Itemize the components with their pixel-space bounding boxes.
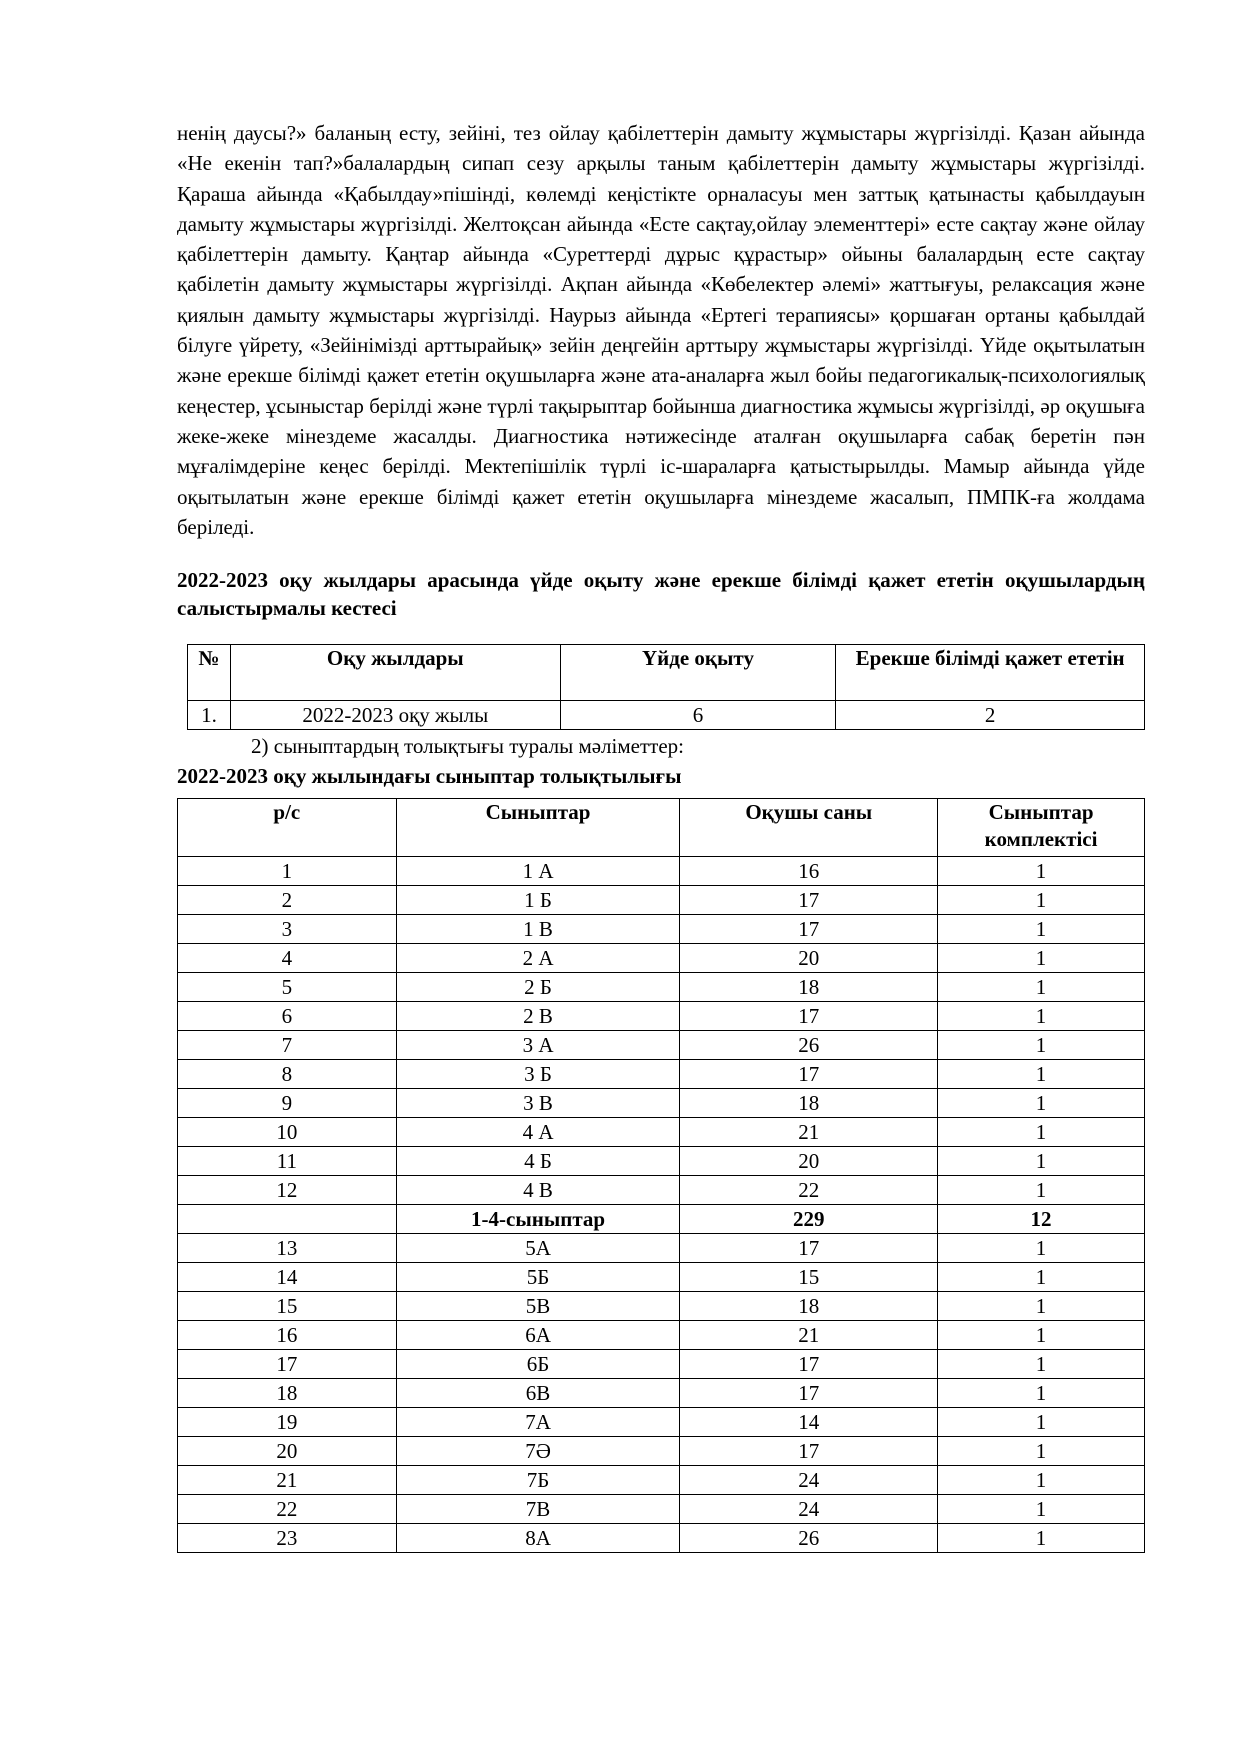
table-row xyxy=(178,1524,1145,1553)
table-cell: 1 xyxy=(938,944,1145,973)
classes-table xyxy=(177,798,1145,1553)
table-cell: 24 xyxy=(680,1495,938,1524)
table-row xyxy=(178,886,1145,915)
column-header: Ерекше білімді қажет ететін xyxy=(836,645,1145,701)
table-row xyxy=(188,701,1145,730)
table-cell: 1 xyxy=(938,973,1145,1002)
table-cell: 17 xyxy=(178,1350,397,1379)
table-cell: 1 xyxy=(938,1176,1145,1205)
table-cell: 3 В xyxy=(396,1089,680,1118)
table-cell: 13 xyxy=(178,1234,397,1263)
table-row xyxy=(178,1060,1145,1089)
table-cell: 1 xyxy=(938,1437,1145,1466)
table-cell: 1 xyxy=(938,1002,1145,1031)
table-cell: 7В xyxy=(396,1495,680,1524)
table-cell: 17 xyxy=(680,1060,938,1089)
table-cell: 1-4-сыныптар xyxy=(396,1205,680,1234)
document-page xyxy=(177,118,1145,1553)
table-cell: 2 А xyxy=(396,944,680,973)
table-cell: 6 xyxy=(560,701,836,730)
table-cell: 1 xyxy=(938,1031,1145,1060)
table-row xyxy=(178,1176,1145,1205)
table-cell: 17 xyxy=(680,1002,938,1031)
table-cell: 17 xyxy=(680,1350,938,1379)
classes-table-header-row xyxy=(178,799,1145,857)
table-cell: 7А xyxy=(396,1408,680,1437)
comparison-table-header-row xyxy=(188,645,1145,701)
table-cell: 24 xyxy=(680,1466,938,1495)
intro-paragraph: ненің даусы?» баланың есту, зейіні, тез ойлау қабілеттерін дамыту жұмыстары жүргізілді. Қазан айында «Не екенін тап?»балалардың сипап сезу арқылы таным қабілеттерін дамыту жұмыстары жүргізілді. Қараша айында «Қабылдау»пішінді, көлемді кеңістікте орналасуы мен заттық қатынасты қабылдауын дамыту жұмыстары жүргізілді. Желтоқсан айында «Есте сақтау,ойлау элементтері» есте сақтау және ойлау қабілеттерін дамыту. Қаңтар айында «Суреттерді дұрыс құрастыр» ойыны балалардың есте сақтау қабілетін дамыту жұмыстары жүргізілді. Ақпан айында «Көбелектер әлемі» жаттығуы, релаксация және қиялын дамыту жұмыстары жүргізілді. Наурыз айында «Ертегі терапиясы» қоршаған ортаны қабылдай білуге үйрету, «Зейінімізді арттырайық» зейін деңгейін арттыру жұмыстары жүргізілді. Үйде оқытылатын және ерекше білімді қажет ететін оқушыларға және ата-аналарға жыл бойы педагогикалық-психологиялық кеңестер, ұсыныстар берілді және түрлі тақырыптар бойынша диагностика жұмысы жүргізілді, әр оқушыға жеке-жеке мінездеме жасалды. Диагностика нәтижесінде аталған оқушыларға сабақ беретін пән мұғалімдеріне кеңес берілді. Мектепішілік түрлі іс-шараларға қатыстырылды. Мамыр айында үйде оқытылатын және ерекше білімді қажет ететін оқушыларға мінездеме жасалып, ПМПК-ға жолдама беріледі. xyxy=(177,121,1145,539)
table-cell: 1 xyxy=(938,1350,1145,1379)
table-cell: 20 xyxy=(680,944,938,973)
comparison-table-heading: 2022-2023 оқу жылдары арасында үйде оқыту және ерекше білімді қажет ететін оқушылардың салыстырмалы кестесі xyxy=(177,568,1145,621)
table-cell: 17 xyxy=(680,1437,938,1466)
table-row xyxy=(178,1350,1145,1379)
table-cell: 6В xyxy=(396,1379,680,1408)
table-cell: 17 xyxy=(680,1379,938,1408)
table-cell: 4 xyxy=(178,944,397,973)
table-cell: 12 xyxy=(938,1205,1145,1234)
column-header: Оқу жылдары xyxy=(230,645,560,701)
table-cell: 1 xyxy=(938,1379,1145,1408)
table-row xyxy=(178,1466,1145,1495)
table-cell: 5В xyxy=(396,1292,680,1321)
table-cell: 1 xyxy=(938,857,1145,886)
table-row xyxy=(178,1495,1145,1524)
table-cell: 10 xyxy=(178,1118,397,1147)
table-cell: 8 xyxy=(178,1060,397,1089)
table-cell: 2022-2023 оқу жылы xyxy=(230,701,560,730)
table-cell: 11 xyxy=(178,1147,397,1176)
table-cell: 1. xyxy=(188,701,231,730)
column-header: р/с xyxy=(178,799,397,857)
table-cell: 12 xyxy=(178,1176,397,1205)
table-cell: 18 xyxy=(178,1379,397,1408)
table-row xyxy=(178,1089,1145,1118)
class-info-note: 2) сыныптардың толықтығы туралы мәліметтер: xyxy=(251,734,684,759)
table-cell: 26 xyxy=(680,1031,938,1060)
table-cell: 5Б xyxy=(396,1263,680,1292)
table-cell: 14 xyxy=(680,1408,938,1437)
table-cell: 1 xyxy=(938,1466,1145,1495)
table-row xyxy=(178,1292,1145,1321)
table-cell: 4 А xyxy=(396,1118,680,1147)
table-cell: 16 xyxy=(178,1321,397,1350)
table-cell: 22 xyxy=(680,1176,938,1205)
comparison-table xyxy=(187,644,1145,730)
table-row xyxy=(178,1147,1145,1176)
table-cell: 5А xyxy=(396,1234,680,1263)
table-cell: 1 xyxy=(938,886,1145,915)
table-row xyxy=(178,1234,1145,1263)
table-cell: 5 xyxy=(178,973,397,1002)
table-row xyxy=(178,1437,1145,1466)
subtotal-row xyxy=(178,1205,1145,1234)
table-row xyxy=(178,1379,1145,1408)
table-cell: 17 xyxy=(680,886,938,915)
table-cell: 1 xyxy=(938,1147,1145,1176)
table-cell: 21 xyxy=(680,1118,938,1147)
table-cell: 7Ә xyxy=(396,1437,680,1466)
table-cell: 1 xyxy=(938,1321,1145,1350)
table-cell: 19 xyxy=(178,1408,397,1437)
table-row xyxy=(178,973,1145,1002)
table-cell: 15 xyxy=(680,1263,938,1292)
table-cell: 4 Б xyxy=(396,1147,680,1176)
table-cell: 3 А xyxy=(396,1031,680,1060)
table-cell: 20 xyxy=(680,1147,938,1176)
table-row xyxy=(178,1118,1145,1147)
table-cell: 18 xyxy=(680,1292,938,1321)
column-header: Сыныптар комплектісі xyxy=(938,799,1145,857)
table-cell: 18 xyxy=(680,1089,938,1118)
table-cell: 6Б xyxy=(396,1350,680,1379)
table-row xyxy=(178,1002,1145,1031)
table-cell: 6А xyxy=(396,1321,680,1350)
classes-table-body xyxy=(178,857,1145,1553)
table-cell: 3 Б xyxy=(396,1060,680,1089)
table-cell: 1 xyxy=(938,1524,1145,1553)
table-cell: 17 xyxy=(680,915,938,944)
table-cell: 2 xyxy=(178,886,397,915)
table-cell: 1 xyxy=(938,1089,1145,1118)
table-cell: 23 xyxy=(178,1524,397,1553)
table-cell: 1 Б xyxy=(396,886,680,915)
table-cell: 8А xyxy=(396,1524,680,1553)
column-header: Сыныптар xyxy=(396,799,680,857)
table-cell: 1 xyxy=(938,1292,1145,1321)
table-cell: 4 В xyxy=(396,1176,680,1205)
classes-table-heading: 2022-2023 оқу жылындағы сыныптар толықтылығы xyxy=(177,764,682,789)
table-cell: 18 xyxy=(680,973,938,1002)
table-row xyxy=(178,1408,1145,1437)
table-row xyxy=(178,915,1145,944)
table-cell: 1 xyxy=(938,915,1145,944)
table-row xyxy=(178,1031,1145,1060)
table-cell: 20 xyxy=(178,1437,397,1466)
table-cell: 1 xyxy=(938,1118,1145,1147)
table-row xyxy=(178,1321,1145,1350)
table-cell: 1 А xyxy=(396,857,680,886)
table-cell xyxy=(178,1205,397,1234)
table-cell: 1 xyxy=(938,1495,1145,1524)
table-cell: 2 В xyxy=(396,1002,680,1031)
table-cell: 1 xyxy=(938,1234,1145,1263)
table-cell: 26 xyxy=(680,1524,938,1553)
table-cell: 3 xyxy=(178,915,397,944)
table-cell: 21 xyxy=(680,1321,938,1350)
table-row xyxy=(178,944,1145,973)
table-row xyxy=(178,857,1145,886)
table-cell: 2 Б xyxy=(396,973,680,1002)
table-cell: 22 xyxy=(178,1495,397,1524)
table-cell: 2 xyxy=(836,701,1145,730)
table-cell: 7Б xyxy=(396,1466,680,1495)
table-cell: 16 xyxy=(680,857,938,886)
column-header: № xyxy=(188,645,231,701)
table-cell: 1 xyxy=(938,1263,1145,1292)
table-cell: 9 xyxy=(178,1089,397,1118)
table-cell: 1 В xyxy=(396,915,680,944)
table-cell: 7 xyxy=(178,1031,397,1060)
table-row xyxy=(178,1263,1145,1292)
table-cell: 229 xyxy=(680,1205,938,1234)
table-cell: 17 xyxy=(680,1234,938,1263)
table-cell: 1 xyxy=(938,1060,1145,1089)
table-cell: 6 xyxy=(178,1002,397,1031)
table-cell: 1 xyxy=(178,857,397,886)
column-header: Үйде оқыту xyxy=(560,645,836,701)
table-cell: 14 xyxy=(178,1263,397,1292)
column-header: Оқушы саны xyxy=(680,799,938,857)
table-cell: 15 xyxy=(178,1292,397,1321)
table-cell: 21 xyxy=(178,1466,397,1495)
table-cell: 1 xyxy=(938,1408,1145,1437)
